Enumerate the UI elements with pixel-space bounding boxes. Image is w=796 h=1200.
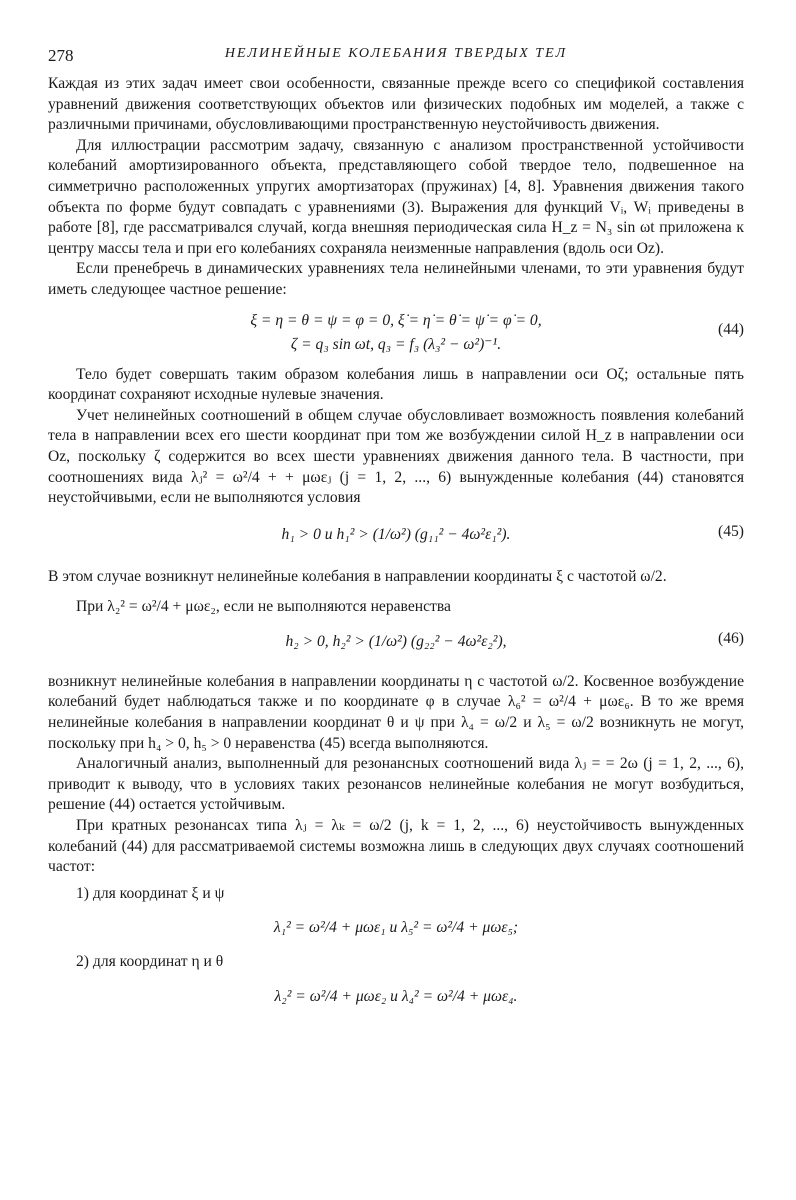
paragraph-6: В этом случае возникнут нелинейные колебания в направлении координаты ξ с частотой ω/2. — [48, 567, 667, 585]
equation-46-number: (46) — [718, 629, 744, 647]
paragraph-5: Учет нелинейных соотношений в общем случае обусловливает возможность появления колебаний тела в направлении всех его шести координат при том же возбуждении силой H_z в направлении оси Oz, поскольку ζ содержится во всех шести уравнениях движения данного тела. В частности, при соотношениях вида λⱼ² = ω²/4 + + μωεⱼ (j = 1, 2, ..., 6) вынужденные колебания (44) становятся неустойчивыми, если не выполняются условия — [48, 406, 744, 507]
paragraph-9: Аналогичный анализ, выполненный для резонансных соотношений вида λⱼ = = 2ω (j = 1, 2, ..., 6), приводит к выводу, что в условиях таких резонансов нелинейные колебания не могут возбудиться, решение (44) остается устойчивым. — [48, 755, 744, 814]
paragraph-2: Для иллюстрации рассмотрим задачу, связанную с анализом пространственной устойчивости колебаний амортизированного объекта, представляющего собой твердое тело, подвешенное на симметрично расположенных упругих амортизаторах (пружинах) [4, 8]. Уравнения движения такого объекта по форме будут совпадать с уравнениями (3). Выражения для функций Vᵢ, Wᵢ приведены в работе [8], где рассматривался случай, когда внешняя периодическая сила H_z = N₃ sin ωt приложена к центру массы тела и при его колебаниях сохраняла неизменные направления (вдоль оси Oz). — [48, 136, 744, 257]
paragraph-7: При λ₂² = ω²/4 + μωε₂, если не выполняются неравенства — [76, 598, 451, 616]
equation-44-line-1: ξ = η = θ = ψ = φ = 0, ξ̇ = η̇ = θ̇ = ψ̇ = φ̇ = 0, — [250, 311, 542, 329]
equation-45-body: h₁ > 0 и h₁² > (1/ω²) (g₁₁² − 4ω²ε₁²). — [281, 525, 511, 543]
paragraph-3: Если пренебречь в динамических уравнениях тела нелинейными членами, то эти уравнения будут иметь следующее частное решение: — [48, 260, 744, 298]
page-number: 278 — [48, 46, 74, 65]
page — [48, 40, 744, 1021]
page-header — [48, 40, 744, 74]
equation-44-line-2: ζ = q₃ sin ωt, q₃ = f₃ (λ₃² − ω²)⁻¹. — [290, 335, 502, 353]
equation-46 — [48, 630, 744, 660]
case-1-label: 1) для координат ξ и ψ — [76, 884, 225, 902]
equation-case-2 — [48, 985, 744, 1009]
equation-case-1 — [48, 916, 744, 940]
paragraph-8: возникнут нелинейные колебания в направлении координаты η с частотой ω/2. Косвенное возбуждение колебаний будет наблюдаться также и по координате φ в случае λ₆² = ω²/4 + μωε₆. В то же время нелинейные колебания в направлении координат θ и ψ при λ₄ = ω/2 и λ₅ = ω/2 возникнуть не могут, поскольку при h₄ > 0, h₅ > 0 неравенства (45) всегда выполняются. — [48, 672, 744, 752]
paragraph-10: При кратных резонансах типа λⱼ = λₖ = ω/2 (j, k = 1, 2, ..., 6) неустойчивость вынужденных колебаний (44) для рассматриваемой системы возможна лишь в следующих двух случаях соотношений частот: — [48, 817, 744, 876]
equation-46-body: h₂ > 0, h₂² > (1/ω²) (g₂₂² − 4ω²ε₂²), — [285, 632, 507, 650]
equation-45-number: (45) — [718, 522, 744, 540]
paragraph-4: Тело будет совершать таким образом колебания лишь в направлении оси Oζ; остальные пять координат сохраняют исходные нулевые значения. — [48, 365, 744, 404]
running-head: НЕЛИНЕЙНЫЕ КОЛЕБАНИЯ ТВЕРДЫХ ТЕЛ — [224, 46, 568, 61]
equation-case-1-body: λ₁² = ω²/4 + μωε₁ и λ₅² = ω²/4 + μωε₅; — [273, 919, 519, 937]
equation-44-number: (44) — [718, 320, 744, 338]
paragraph-1: Каждая из этих задач имеет свои особенности, связанные прежде всего со спецификой составления уравнений движения соответствующих объектов или физических подобных им моделей, а также с различными причинами, обусловливающими пространственную неустойчивость движения. — [48, 75, 744, 134]
equation-case-2-body: λ₂² = ω²/4 + μωε₂ и λ₄² = ω²/4 + μωε₄. — [274, 988, 518, 1005]
case-2-label: 2) для координат η и θ — [76, 953, 224, 971]
equation-45 — [48, 523, 744, 553]
equation-44 — [48, 309, 744, 357]
